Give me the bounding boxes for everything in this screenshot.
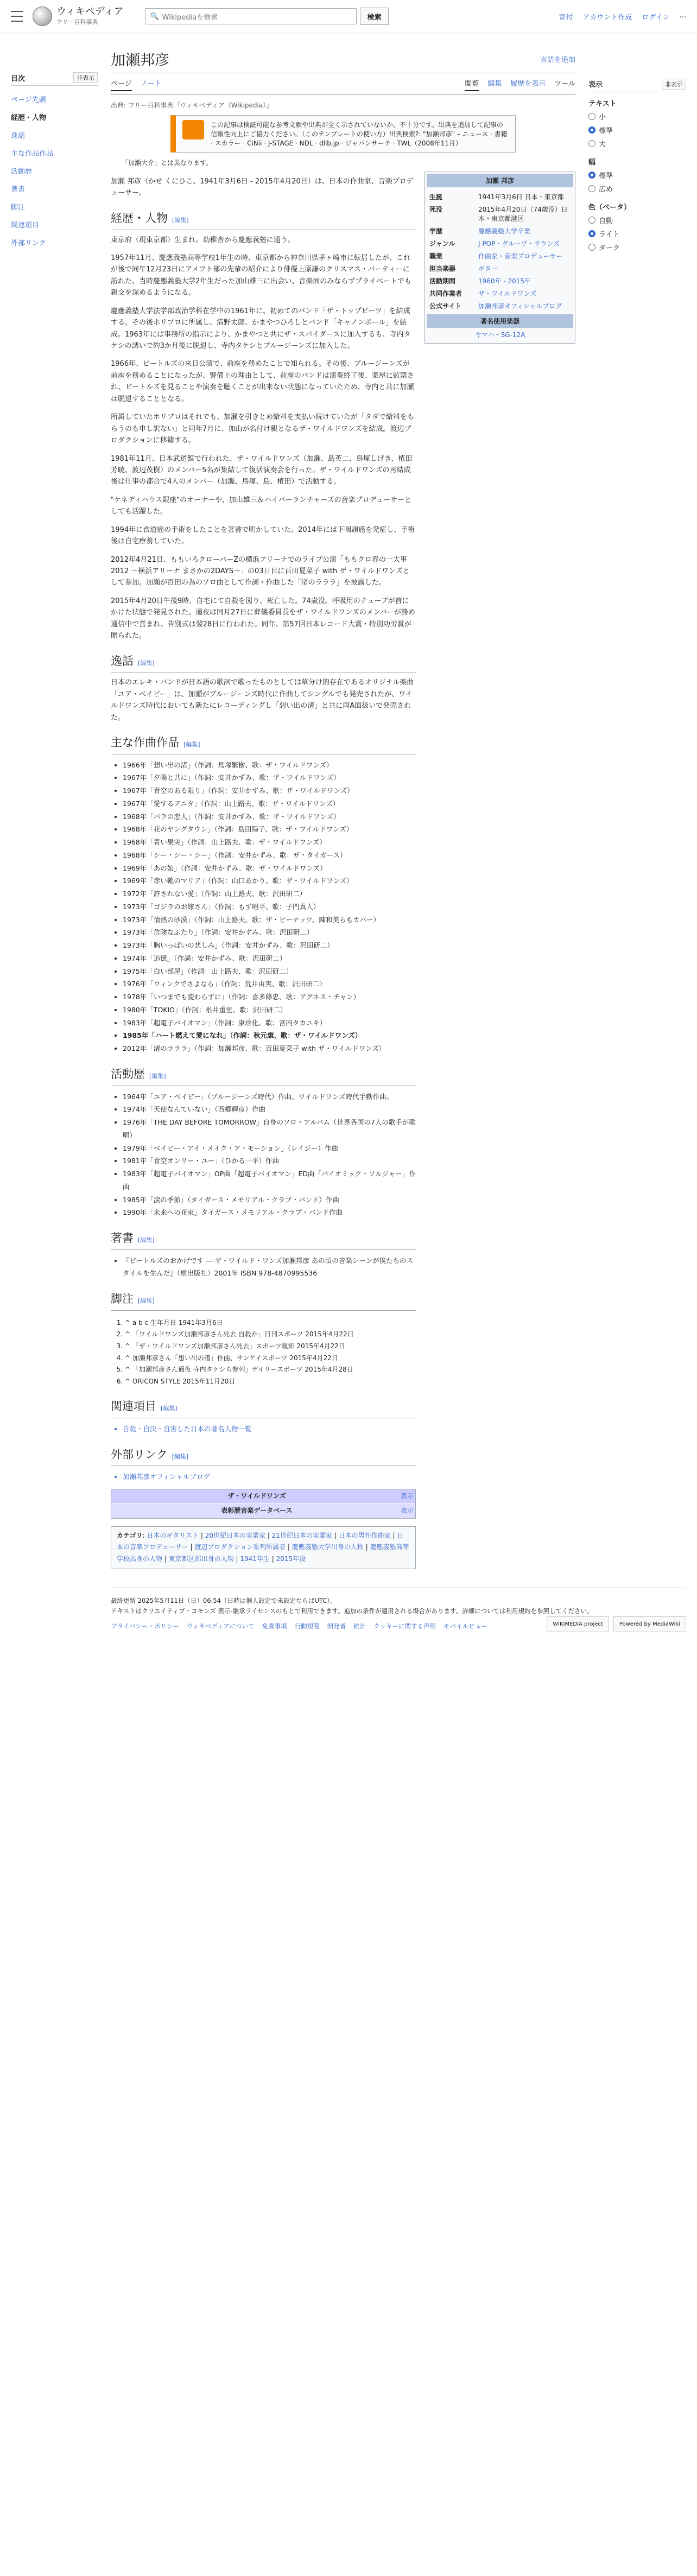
infobox xyxy=(424,172,575,344)
radio-icon xyxy=(588,185,595,192)
career-p8: 1994年に食道癌の手術をしたことを著書で明かしていた。2014年には下咽頭癌を発症し、手術後は自宅療養していた。 xyxy=(111,525,415,546)
search-placeholder: Wikipediaを検索 xyxy=(162,13,218,22)
infobox-value[interactable]: 作曲家・音楽プロデューサー xyxy=(478,252,563,260)
logo-title: ウィキペディア xyxy=(56,6,124,17)
donate-link[interactable]: 寄付 xyxy=(559,13,573,22)
infobox-key: 職業 xyxy=(429,252,443,260)
list-item: • 1973年「ゴジラのお嫁さん」（作詞：もず唱平、歌：子門真人） xyxy=(123,900,416,913)
external-list xyxy=(111,1470,416,1483)
list-item: • 1974年「追憶」（作詞：安井かずみ、歌：沢田研二） xyxy=(123,952,416,965)
related-link[interactable]: • 自殺・自決・自害した日本の著名人物一覧 xyxy=(123,1423,416,1436)
career-p9: 2012年4月21日、ももいろクローバーZの横浜アリーナでのライブ公演「ももクロ春の一大事2012 ～横浜アリーナ まさかの2DAYS～」の03日目に百田夏菜子 with ザ・ワイルドワンズとして参加。加瀬が百田の為のソロ曲として作詞・作曲した「渚のラララ」を披露した。 xyxy=(111,555,410,587)
career-p2: 1957年11月、慶應義塾高等学校1年生の時、東京都から神奈川県茅ヶ崎市に転居したが、これが後で同年12月23日にアメフト部の先輩の紹介により俳優上原謙のクリスマス・パーティーに訪れた。当時慶應義塾大学2年生だった加山雄三に出会い、音楽面のみならずプライベートでも親交を深めるようになる。 xyxy=(111,253,411,297)
toc-item-refs[interactable]: 脚注 xyxy=(11,204,26,212)
color-title: 色（ベータ） xyxy=(588,204,631,212)
list-item: • 1979年「ベイビー・アイ・メイク・ア・モーション」（レイジー）作曲 xyxy=(123,1142,416,1155)
career-p7: "ケネディハウス銀座"のオーナーや、加山雄三＆ハイパーランチャーズの音楽プロデューサーとしても活躍した。 xyxy=(111,496,412,516)
infobox-key: 学歴 xyxy=(429,227,443,235)
categories-label: カテゴリ xyxy=(117,1531,143,1539)
toc-sidebar xyxy=(11,33,98,1577)
list-item: • 1976年「THE DAY BEFORE TOMORROW」自身のソロ・アルバム（世界各国の7人の歌手が歌唱） xyxy=(123,1116,416,1142)
list-item: • 1973年「情熱の砂漠」（作詞：山上路夫、歌：ザ・ピーナッツ、陳和美らもカバー） xyxy=(123,913,416,927)
career-p3: 慶應義塾大学法学部政治学科在学中の1961年に、初めてのバンド「ザ・トップビーツ」を結成する。その後ホリプロに所属し、清野太郎、かまやつひろしとバンド「キャノンボール」を結成。1963年には事務所の指示により、かまやつと共にザ・スパイダースに加入するも、寺内タケシの誘いで約3か月後に脱退し、寺内タケシとブルージーンズに加入した。 xyxy=(111,307,411,351)
list-item: • 1980年「TOKIO」（作詞：糸井重里、歌：沢田研二） xyxy=(123,1004,416,1017)
infobox-key: 公式サイト xyxy=(429,302,462,310)
infobox-row xyxy=(427,262,573,275)
list-item: • 1978年「いつまでも変わらずに」（作詞：喜多條忠、歌：アグネス・チャン） xyxy=(123,991,416,1004)
footer-link[interactable]: プライバシー・ポリシー xyxy=(111,1622,179,1630)
list-item: • 1990年「未来への花束」タイガース・メモリアル・クラブ・バンド作曲 xyxy=(123,1206,416,1219)
infobox-value: 2015年4月20日（74歳没）日本・東京都港区 xyxy=(478,206,568,223)
menu-icon[interactable] xyxy=(11,11,23,22)
appearance-header xyxy=(588,79,686,92)
last-modified: 最終更新 2025年5月11日（日）06:54（日時は個人設定で未設定ならばUTC）。 xyxy=(111,1596,337,1604)
career-p1: 東京府（現東京都）生まれ。幼稚舎から慶應義塾に通う。 xyxy=(111,236,295,244)
footer-link[interactable]: 統計 xyxy=(353,1622,366,1630)
list-item: • 1968年「バラの恋人」（作詞：安井かずみ、歌：ザ・ワイルドワンズ） xyxy=(123,810,416,823)
reference-item: 3. ^ 「ザ・ワイルドワンズ加瀬邦彦さん死去」スポーツ報知 2015年4月22日 xyxy=(125,1341,416,1353)
tab-page[interactable]: ページ xyxy=(111,78,132,91)
infobox-row xyxy=(427,203,573,225)
list-item: • 1983年「超電子バイオマン」OP曲「超電子バイオマン」ED曲「バイオミック・ソルジャー」作曲 xyxy=(123,1168,416,1194)
career-p10: 2015年4月20日午後9時、自宅にて自殺を図り、死亡した。74歳没。呼吸用のチューブが首にかけた状態で発見された。通夜は同月27日に葬儀委員長をザ・ワイルドワンズのメンバーが務め通信中で営まれ、告別式は翌28日に行われた。同年、第57回日本レコード大賞・特別功労賞が贈られた。 xyxy=(111,597,415,640)
infobox-instrument-head: 著名使用楽器 xyxy=(427,314,573,328)
edit-link[interactable]: [編集] xyxy=(183,741,200,748)
category-link[interactable]: 日本のギタリスト xyxy=(147,1531,199,1539)
works-list xyxy=(111,759,416,1055)
list-item: • 1985年「涙の季節」（タイガース・メモリアル・クラブ・バンド）作曲 xyxy=(123,1194,416,1207)
edit-link[interactable]: [編集] xyxy=(172,1452,189,1460)
tab-tools[interactable]: ツール xyxy=(554,80,575,88)
footer-link[interactable]: ウィキペディアについて xyxy=(186,1622,255,1630)
list-item: • 1968年「青い果実」（作詞：山上路夫、歌：ザ・ワイルドワンズ） xyxy=(123,836,416,849)
infobox-value[interactable]: 加瀬邦彦オフィシャルブログ xyxy=(478,302,562,310)
radio-color-light[interactable]: ライト xyxy=(588,229,686,239)
infobox-row xyxy=(427,250,573,262)
infobox-row xyxy=(427,275,573,287)
list-item: • 1969年「赤い靴のマリア」（作詞：山口あかり、歌：ザ・ワイルドワンズ） xyxy=(123,874,416,887)
list-item: • 1972年「許されない愛」（作詞：山上路夫、歌：沢田研二） xyxy=(123,887,416,900)
section-anecdote-title: 逸話 xyxy=(111,654,134,668)
tab-history[interactable]: 履歴を表示 xyxy=(510,80,546,88)
section-works-title: 主な作曲作品 xyxy=(111,736,179,750)
section-career-title: 経歴・人物 xyxy=(111,211,168,225)
reference-item: 6. ^ ORICON STYLE 2015年11月20日 xyxy=(125,1376,416,1388)
list-item: • 1969年「あの娘」（作詞：安井かずみ、歌：ザ・ワイルドワンズ） xyxy=(123,862,416,875)
appearance-sidebar xyxy=(588,33,686,1577)
section-external xyxy=(111,1445,416,1467)
infobox-instrument[interactable]: ヤマハ・SG-12A xyxy=(474,331,525,339)
hatnote: 「加瀬大介」とは異なります。 xyxy=(122,159,213,167)
radio-icon xyxy=(588,244,595,251)
navbox-title-1: ザ・ワイルドワンズ 表示 xyxy=(111,1489,415,1503)
notice-text: この記事は検証可能な参考文献や出典が全く示されていないか、不十分です。出典を追加して記事の信頼性向上にご協力ください。（このテンプレートの使い方）出典検索?: "加瀬邦彦" – ニュース · 書籍 · スカラー · CiNii · J-STAGE · NDL · dlib.jp · ジャパンサーチ · TWL（2008年11月） xyxy=(211,121,508,147)
category-link[interactable]: 日本の男性作曲家 xyxy=(338,1531,391,1539)
list-item: • 1967年「夕陽と共に」（作詞：安井かずみ、歌：ザ・ワイルドワンズ） xyxy=(123,771,416,784)
list-item: • 1975年「白い部屋」（作詞：山上路夫、歌：沢田研二） xyxy=(123,965,416,978)
article-body xyxy=(111,172,416,1577)
width-title: 幅 xyxy=(588,158,596,167)
text-size-title: テキスト xyxy=(588,100,617,108)
page-title-text: 加瀬邦彦 xyxy=(111,52,169,69)
radio-icon xyxy=(588,113,595,120)
external-link[interactable]: • 加瀬邦彦オフィシャルブログ xyxy=(123,1470,416,1483)
section-works xyxy=(111,733,416,754)
category-link[interactable]: 東京都区部出身の人物 xyxy=(168,1555,234,1563)
category-link[interactable]: 20世紀日本の実業家 xyxy=(205,1531,265,1539)
radio-color-dark[interactable]: ダーク xyxy=(588,242,686,252)
list-item: • 1983年「超電子バイオマン」（作詞：康珍化、歌：宮内タカユキ） xyxy=(123,1017,416,1030)
search-icon: 🔍 xyxy=(150,12,159,21)
category-link[interactable]: 渡辺プロダクション系列所属者 xyxy=(194,1543,286,1551)
section-books xyxy=(111,1229,416,1250)
reference-item: 5. ^ 「加瀬邦彦さん通夜 寺内タケシら参列」デイリースポーツ 2015年4月28日 xyxy=(125,1364,416,1376)
toc-item-works[interactable]: 主な作品作品 xyxy=(11,150,54,158)
infobox-row xyxy=(427,191,573,203)
appearance-hide-button[interactable]: 非表示 xyxy=(662,79,686,90)
related-list xyxy=(111,1423,416,1436)
footer-link[interactable]: 免責事項 xyxy=(262,1622,287,1630)
section-refs-title: 脚注 xyxy=(111,1292,134,1306)
section-related-title: 関連項目 xyxy=(111,1400,156,1413)
career-p4: 1966年、ビートルズの来日公演で、前座を務めたことで知られる。その後、ブルージーンズが前座を務めることになったが、警備上の理由として、前座のバンドは演奏終了後、楽屋に監禁され、ビートルズを見ることや演奏を聴くことが出来ない状態になっていたため、寺内と共に加瀬は脱退することとなる。 xyxy=(111,360,414,403)
books-list xyxy=(111,1254,416,1280)
search-button[interactable]: 検索 xyxy=(360,8,388,25)
intro: 加瀬 邦彦（かせ くにひこ、1941年3月6日 - 2015年4月20日）は、日本の作曲家、音楽プロデューサー。 xyxy=(111,177,414,198)
activity-list xyxy=(111,1090,416,1220)
book-icon xyxy=(182,120,204,139)
section-refs xyxy=(111,1290,416,1311)
radio-width-wide[interactable]: 広め xyxy=(588,183,686,194)
radio-icon xyxy=(588,126,595,134)
tab-edit[interactable]: 編集 xyxy=(487,80,502,88)
footer-link[interactable]: 開発者 xyxy=(327,1622,346,1630)
anecdote-text: 日本のエレキ・バンドが日本語の歌詞で歌ったものとしては草分け的存在であるオリジナル楽曲「ユア・ベイビー」は、加瀬がブルージーンズ時代に作曲してシングルでも発売されたが、ワイルドワンズ時代においても新たにレコーディングし「想い出の渚」と共に両A面扱いで発売された。 xyxy=(111,678,414,722)
list-item: • 1974年「天使なんていない」（西郷輝彦）作曲 xyxy=(123,1103,416,1116)
radio-icon xyxy=(588,230,595,237)
infobox-value[interactable]: ギター xyxy=(478,265,498,272)
infobox-key: 共同作業者 xyxy=(429,290,462,297)
infobox-row xyxy=(427,287,573,300)
navbox-show-toggle[interactable]: 表示 xyxy=(400,1492,414,1500)
infobox-row xyxy=(427,237,573,250)
radio-color-auto[interactable]: 自動 xyxy=(588,215,686,225)
infobox-row xyxy=(427,225,573,237)
toc-item-top[interactable]: ページ先頭 xyxy=(11,96,46,104)
reference-item: 1. ^ a b c 生年月日 1941年3月6日 xyxy=(125,1317,416,1329)
infobox-row xyxy=(427,300,573,312)
toc-item-books[interactable]: 著書 xyxy=(11,186,26,194)
category-link[interactable]: 1941年生 xyxy=(240,1555,270,1563)
references-list xyxy=(111,1317,416,1388)
section-anecdote xyxy=(111,652,416,673)
footer xyxy=(111,1588,686,1633)
main-content xyxy=(98,33,588,1577)
from-line: 出典: フリー百科事典『ウィキペディア（Wikipedia）』 xyxy=(111,101,273,109)
list-item: • 1976年「ウィンクでさよなら」（作詞：荒井由実、歌：沢田研二） xyxy=(123,978,416,991)
page-title xyxy=(111,48,575,73)
list-item: • 1966年「想い出の渚」（作詞：鳥塚繁樹、歌：ザ・ワイルドワンズ） xyxy=(123,759,416,772)
list-item: • 1968年「シー・シー・シー」（作詞：安井かずみ、歌：ザ・タイガース） xyxy=(123,849,416,862)
toc-item-career[interactable]: 経歴・人物 xyxy=(11,114,47,122)
career-p6: 1981年11月、日本武道館で行われた、ザ・ワイルドワンズ（加瀬、島英二、鳥塚しげき、植田芳暁、渡辺茂樹）のメンバー5名が集結して復活演奏会を行った。ザ・ワイルドワンズの再結成後は仕事の都合で4人のメンバー（加瀬、鳥塚、島、植田）で活動する。 xyxy=(111,454,413,486)
footer-link[interactable]: 行動規範 xyxy=(294,1622,320,1630)
logo-subtitle: フリー百科事典 xyxy=(56,18,98,26)
reference-item: 2. ^ 「ワイルドワンズ加瀬邦彦さん死去 自殺か」日刊スポーツ 2015年4月22日 xyxy=(125,1329,416,1341)
footer-link[interactable]: モバイルビュー xyxy=(443,1622,487,1630)
radio-text-small[interactable]: 小 xyxy=(588,111,686,122)
infobox-value[interactable]: ザ・ワイルドワンズ xyxy=(478,290,537,297)
infobox-key: 死没 xyxy=(429,206,443,213)
license-text: テキストはクリエイティブ・コモンズ 表示-継承ライセンスのもとで利用できます。追加の条件が適用される場合があります。詳細については利用規約を参照してください。 xyxy=(111,1607,593,1615)
page-tabs xyxy=(111,78,575,95)
radio-width-standard[interactable]: 標準 xyxy=(588,170,686,180)
list-item: • 1967年「青空のある限り」（作詞：安井かずみ、歌：ザ・ワイルドワンズ） xyxy=(123,784,416,797)
section-career xyxy=(111,209,416,230)
notice-box xyxy=(170,115,516,153)
section-external-title: 外部リンク xyxy=(111,1448,168,1461)
list-item: • 2012年「渚のラララ」（作詞：加瀬邦彦、歌：百田夏菜子 with ザ・ワイルドワンズ） xyxy=(123,1042,416,1055)
search xyxy=(145,8,388,25)
section-books-title: 著書 xyxy=(111,1232,134,1245)
toc-item-activity[interactable]: 活動歴 xyxy=(11,168,33,176)
radio-text-standard[interactable]: 標準 xyxy=(588,125,686,135)
infobox-value[interactable]: 1960年 - 2015年 xyxy=(478,277,531,285)
edit-link[interactable]: [編集] xyxy=(138,1236,155,1244)
tab-talk[interactable]: ノート xyxy=(140,80,162,88)
list-item: • 『ビートルズのおかげです ― ザ・ワイルド・ワンズ加瀬邦彦 あの頃の音楽シーンが僕たちのスタイルを生んだ』（枻出版社）2001年 ISBN 978-4870995536 xyxy=(123,1254,416,1280)
infobox-table xyxy=(427,191,573,312)
infobox-key: 生誕 xyxy=(429,193,443,201)
mediawiki-badge[interactable]: Powered by MediaWiki xyxy=(613,1616,686,1632)
add-language-button[interactable]: 言語を追加 xyxy=(540,56,575,64)
user-links xyxy=(559,11,686,22)
logo[interactable] xyxy=(33,7,123,26)
section-activity xyxy=(111,1065,416,1086)
career-p5: 所属していたホリプロはそれでも、加瀬を引きとめ給料を支払い続けていたが「タダで給料をもらうのも申し訳ない」と同年7月に、加山が名付け親となるザ・ワイルドワンズを結成。渡辺プロダクションに移籍する。 xyxy=(111,413,415,445)
radio-icon xyxy=(588,140,595,147)
list-item: • 1985年「ハート燃えて愛になれ」（作詞：秋元康、歌：ザ・ワイルドワンズ） xyxy=(123,1029,416,1042)
toc-header xyxy=(11,72,98,86)
footer-link[interactable]: クッキーに関する声明 xyxy=(373,1622,436,1630)
category-link[interactable]: 慶應義塾大学出身の人物 xyxy=(292,1543,364,1551)
navbox-title-2: 表彰歴音楽データベース 表示 xyxy=(111,1503,415,1518)
toc-hide-button[interactable]: 非表示 xyxy=(73,72,98,83)
category-link[interactable]: 慶應義塾高等学校出身の人物 xyxy=(117,1543,409,1563)
toc-item-related[interactable]: 関連項目 xyxy=(11,221,40,230)
navbox xyxy=(111,1489,416,1519)
edit-link[interactable]: [編集] xyxy=(138,1297,155,1305)
navbox-show-toggle[interactable]: 表示 xyxy=(400,1506,414,1514)
infobox-value: 1941年3月6日 日本・東京都 xyxy=(478,193,564,201)
infobox-title: 加瀬 邦彦 xyxy=(427,174,573,187)
radio-icon xyxy=(588,172,595,179)
list-item: • 1967年「愛するアニタ」（作詞：山上路夫、歌：ザ・ワイルドワンズ） xyxy=(123,797,416,810)
categories: カテゴリ: 日本のギタリスト | 20世紀日本の実業家 | 21世紀日本の実業家 | 日本の男性作曲家 | 日本の音楽プロデューサー | 渡辺プロダクション系列所属者 | 慶應義塾大学出身の人物 | 慶應義塾高等学校出身の人物 | 東京都区部出身の人物 | 1941年生 | 2015年没 xyxy=(111,1526,416,1569)
toc-item-anecdote[interactable]: 逸話 xyxy=(11,132,26,140)
list-item: • 1964年「ユア・ベイビー」（ブルージーンズ時代）作曲、ワイルドワンズ時代手動作曲。 xyxy=(123,1090,416,1103)
list-item: • 1968年「花のヤングタウン」（作詞：島田陽子、歌：ザ・ワイルドワンズ） xyxy=(123,823,416,836)
category-link[interactable]: 21世紀日本の実業家 xyxy=(271,1531,332,1539)
more-icon[interactable]: ... xyxy=(679,11,686,20)
radio-icon xyxy=(588,217,595,224)
section-activity-title: 活動歴 xyxy=(111,1067,145,1081)
edit-link[interactable]: [編集] xyxy=(138,659,155,667)
appearance-title: 表示 xyxy=(588,81,603,89)
tab-read[interactable]: 閲覧 xyxy=(465,78,479,91)
radio-text-large[interactable]: 大 xyxy=(588,138,686,149)
infobox-key: 担当楽器 xyxy=(429,265,456,272)
toc-title: 目次 xyxy=(11,74,26,83)
list-item: • 1973年「危険なふたり」（作詞：安井かずみ、歌：沢田研二） xyxy=(123,926,416,939)
toc-item-external[interactable]: 外部リンク xyxy=(11,239,46,248)
category-link[interactable]: 日本の音楽プロデューサー xyxy=(117,1531,404,1551)
section-related xyxy=(111,1397,416,1418)
infobox-key: ジャンル xyxy=(429,240,455,248)
list-item: • 1973年「胸いっぱいの悲しみ」（作詞：安井かずみ、歌：沢田研二） xyxy=(123,939,416,952)
infobox-key: 活動期間 xyxy=(429,277,456,285)
infobox-value[interactable]: J-POP・グループ・サウンズ xyxy=(478,240,560,248)
edit-link[interactable]: [編集] xyxy=(161,1405,178,1412)
login-link[interactable]: ログイン xyxy=(642,13,670,22)
category-link[interactable]: 2015年没 xyxy=(276,1555,306,1563)
infobox-value[interactable]: 慶應義塾大学卒業 xyxy=(478,227,531,235)
create-account-link[interactable]: アカウント作成 xyxy=(582,13,632,22)
header xyxy=(0,0,697,33)
wikimedia-badge[interactable]: WIKIMEDIA project xyxy=(547,1616,609,1632)
list-item: • 1981年「青空オンリー・ユー」（ひかる一平）作曲 xyxy=(123,1154,416,1168)
reference-item: 4. ^ 加瀬邦彦さん「想い出の渚」作曲、サンケイスポーツ 2015年4月22日 xyxy=(125,1353,416,1365)
edit-link[interactable]: [編集] xyxy=(149,1072,166,1080)
edit-link[interactable]: [編集] xyxy=(172,216,189,224)
search-input[interactable] xyxy=(145,8,357,24)
wikipedia-globe-icon xyxy=(33,7,52,26)
